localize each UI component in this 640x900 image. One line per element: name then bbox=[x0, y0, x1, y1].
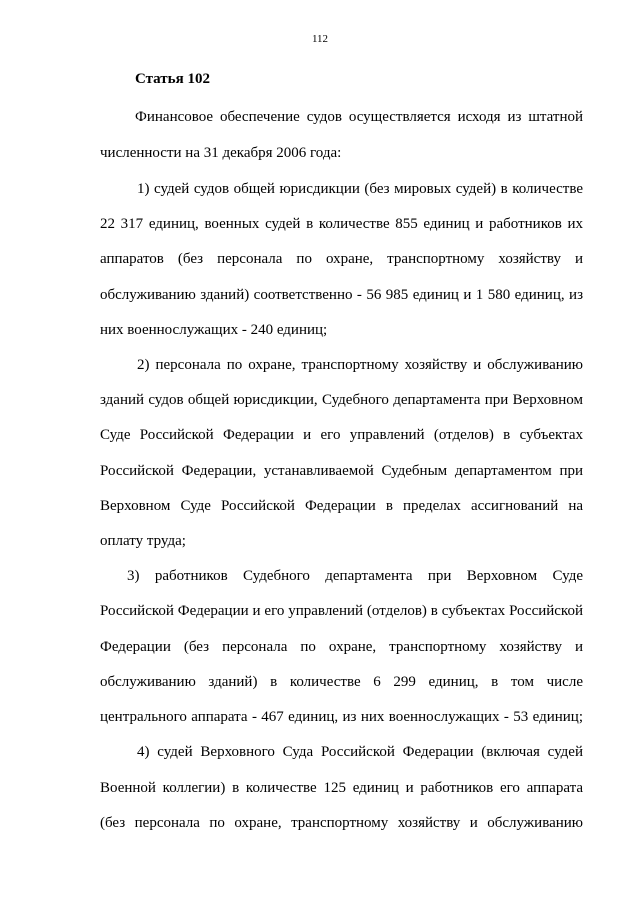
paragraph-line: Федерации (без персонала по охране, транспортному хозяйству и bbox=[100, 639, 583, 655]
paragraph-line: Верховном Суде Российской Федерации в пределах ассигнований на bbox=[100, 498, 583, 514]
paragraph-line: 3) работников Судебного департамента при Верховном Суде bbox=[127, 568, 583, 584]
paragraph-line: аппаратов (без персонала по охране, транспортному хозяйству и bbox=[100, 251, 583, 267]
paragraph-line: Финансовое обеспечение судов осуществляется исходя из штатной bbox=[135, 109, 583, 125]
paragraph-line: 1) судей судов общей юрисдикции (без мировых судей) в количестве bbox=[137, 181, 583, 197]
paragraph-line: 2) персонала по охране, транспортному хозяйству и обслуживанию bbox=[137, 357, 583, 373]
paragraph-line: 4) судей Верховного Суда Российской Федерации (включая судей bbox=[137, 744, 583, 760]
paragraph-line: Военной коллегии) в количестве 125 единиц и работников его аппарата bbox=[100, 780, 583, 796]
paragraph-line: Российской Федерации и его управлений (отделов) в субъектах Российской bbox=[100, 603, 583, 619]
paragraph-line: зданий судов общей юрисдикции, Судебного департамента при Верховном bbox=[100, 392, 583, 408]
paragraph-line: них военнослужащих - 240 единиц; bbox=[100, 322, 328, 338]
paragraph-line: Суде Российской Федерации и его управлений (отделов) в субъектах bbox=[100, 427, 583, 443]
page-number: 112 bbox=[311, 33, 329, 45]
paragraph-line: центрального аппарата - 467 единиц, из них военнослужащих - 53 единиц; bbox=[100, 709, 583, 725]
paragraph-line: 22 317 единиц, военных судей в количестве 855 единиц и работников их bbox=[100, 216, 583, 232]
paragraph-line: (без персонала по охране, транспортному хозяйству и обслуживанию bbox=[100, 815, 583, 831]
paragraph-line: оплату труда; bbox=[100, 533, 186, 549]
article-title: Статья 102 bbox=[135, 71, 210, 87]
paragraph-line: обслуживанию зданий) соответственно - 56 985 единиц и 1 580 единиц, из bbox=[100, 287, 583, 303]
paragraph-line: численности на 31 декабря 2006 года: bbox=[100, 145, 342, 161]
paragraph-line: Российской Федерации, устанавливаемой Судебным департаментом при bbox=[100, 463, 583, 479]
paragraph-line: обслуживанию зданий) в количестве 6 299 единиц, в том числе bbox=[100, 674, 583, 690]
